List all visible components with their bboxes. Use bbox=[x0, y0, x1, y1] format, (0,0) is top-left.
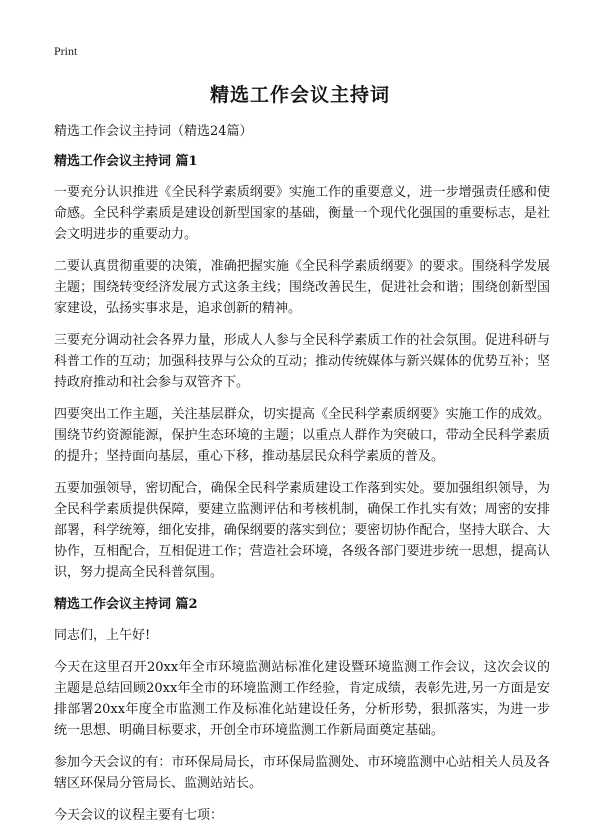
paragraph: 同志们，上午好! bbox=[54, 628, 151, 643]
paragraph: 今天会议的议程主要有七项： bbox=[54, 808, 224, 823]
section-heading-2: 精选工作会议主持词 篇2 bbox=[54, 597, 198, 612]
document-subtitle: 精选工作会议主持词（精选24篇） bbox=[54, 124, 253, 139]
document-body bbox=[54, 151, 550, 826]
paragraph: 三要充分调动社会各界力量，形成人人参与全民科学素质工作的社会氛围。促进科研与科普工作的互动；加强科技界与公众的互动；推动传统媒体与新兴媒体的优势互补；坚持政府推动和社会参与双管齐下。 bbox=[54, 333, 550, 390]
section-heading-1: 精选工作会议主持词 篇1 bbox=[54, 154, 198, 169]
document-title: 精选工作会议主持词 bbox=[209, 84, 390, 106]
paragraph: 参加今天会议的有：市环保局局长，市环保局监测处、市环境监测中心站相关人员及各辖区环保局分管局长、监测站站长。 bbox=[54, 755, 550, 791]
paragraph: 今天在这里召开20xx年全市环境监测站标准化建设暨环境监测工作会议，这次会议的主题是总结回顾20xx年全市的环境监测工作经验，肯定成绩，表彰先进,另一方面是安排部署20xx年度全市监测工作及标准化站建设任务，分析形势，狠抓落实，为进一步统一思想、明确目标要求，开创全市环境监测工作新局面奠定基础。 bbox=[54, 660, 550, 738]
paragraph: 一要充分认识推进《全民科学素质纲要》实施工作的重要意义，进一步增强责任感和使命感。全民科学素质是建设创新型国家的基础，衡量一个现代化强国的重要标志，是社会文明进步的重要动力。 bbox=[54, 185, 550, 242]
paragraph: 二要认真贯彻重要的决策，准确把握实施《全民科学素质纲要》的要求。围绕科学发展主题；围绕转变经济发展方式这条主线；围绕改善民生，促进社会和谐；围绕创新型国家建设，弘扬实事求是，追求创新的精神。 bbox=[54, 259, 550, 316]
paragraph: 五要加强领导，密切配合，确保全民科学素质建设工作落到实处。要加强组织领导，为全民科学素质提供保障，要建立监测评估和考核机制，确保工作扎实有效；周密的安排部署，科学统筹，细化安排，确保纲要的落实到位；要密切协作配合，坚持大联合、大协作，互相配合，互相促进工作；营造社会环境，各级各部门要进步统一思想，提高认识，努力提高全民科普氛围。 bbox=[54, 481, 550, 580]
print-label: Print bbox=[54, 44, 78, 58]
paragraph: 四要突出工作主题，关注基层群众，切实提高《全民科学素质纲要》实施工作的成效。围绕节约资源能源，保护生态环境的主题；以重点人群作为突破口，带动全民科学素质的提升；坚持面向基层，重心下移，推动基层民众科学素质的普及。 bbox=[54, 407, 550, 464]
